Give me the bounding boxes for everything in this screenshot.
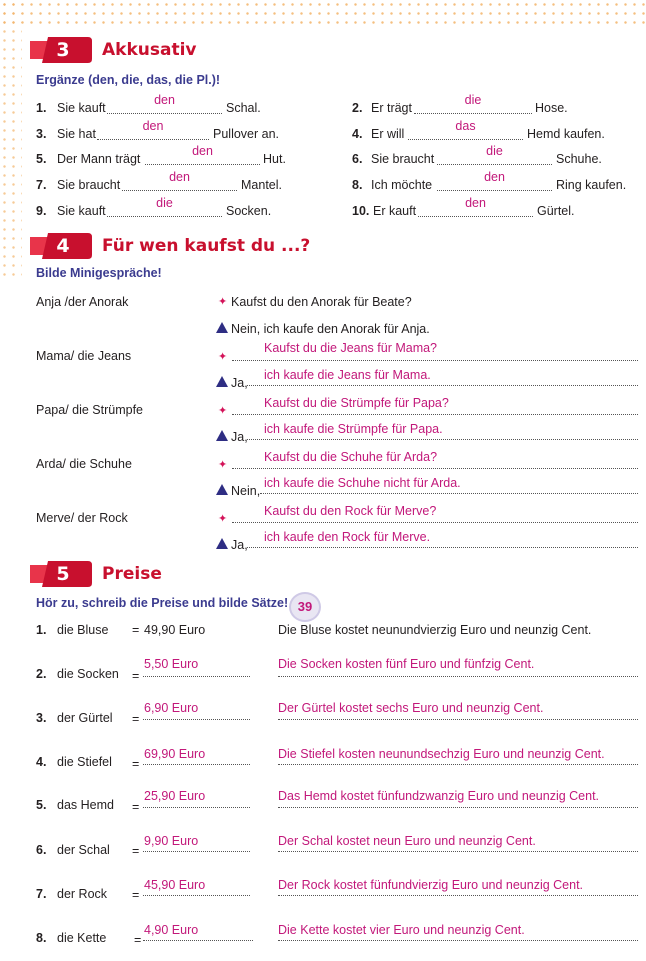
equals-sign: = [132,844,140,858]
diamond-bullet-icon: ✦ [218,405,228,417]
sentence-end: Socken. [226,204,272,218]
handwritten-answer: das [455,119,476,133]
price-text: 49,90 Euro [144,623,206,637]
sentence-start: Ich möchte [371,178,433,192]
fill-blank[interactable] [437,164,552,165]
item-name: die Kette [57,931,107,945]
item-name: die Socken [57,667,119,681]
diamond-bullet-icon: ✦ [218,296,228,308]
audio-track-badge[interactable]: 39 [289,592,321,622]
handwritten-reply: ich kaufe die Jeans für Mama. [264,368,431,382]
answer-line[interactable] [247,547,638,548]
item-number: 7. [36,887,47,901]
fill-blank[interactable] [418,216,533,217]
equals-sign: = [132,800,140,814]
item-number: 9. [36,204,47,218]
handwritten-price: 9,90 Euro [144,834,199,848]
answer-line[interactable] [232,360,638,361]
answer-line[interactable] [232,522,638,523]
sentence-start: Sie kauft [57,101,106,115]
equals-sign: = [134,933,142,947]
fill-blank[interactable] [437,190,552,191]
cue-label: Mama/ die Jeans [36,349,132,363]
item-name: die Bluse [57,623,109,637]
answer-line[interactable] [260,493,638,494]
diamond-bullet-icon: ✦ [218,351,228,363]
handwritten-price: 6,90 Euro [144,701,199,715]
answer-line[interactable] [232,414,638,415]
equals-sign: = [132,669,140,683]
handwritten-question: Kaufst du die Schuhe für Arda? [264,450,438,464]
handwritten-answer: die [156,196,173,210]
item-number: 8. [352,178,363,192]
handwritten-answer: die [486,144,503,158]
handwritten-sentence: Der Gürtel kostet sechs Euro und neunzig Cent. [278,701,544,715]
handwritten-answer: den [169,170,190,184]
reply-prefix: Nein, [231,484,261,498]
fill-blank[interactable] [97,139,209,140]
handwritten-price: 45,90 Euro [144,878,206,892]
handwritten-answer: den [142,119,164,133]
fill-blank[interactable] [145,164,260,165]
item-number: 4. [36,755,47,769]
item-name: das Hemd [57,798,114,812]
sentence-start: Der Mann trägt [57,152,141,166]
item-number: 2. [352,101,363,115]
handwritten-sentence: Das Hemd kostet fünfundzwanzig Euro und neunzig Cent. [278,789,600,803]
triangle-bullet-icon [216,484,228,495]
handwritten-sentence: Die Socken kosten fünf Euro und fünfzig Cent. [278,657,535,671]
item-number: 10. [352,204,370,218]
handwritten-question: Kaufst du den Rock für Merve? [264,504,437,518]
section-number: 4 [56,235,70,257]
handwritten-sentence: Der Rock kostet fünfundvierzig Euro und neunzig Cent. [278,878,584,892]
sentence-end: Mantel. [241,178,282,192]
sentence-answer-line[interactable] [278,807,638,808]
item-number: 5. [36,798,47,812]
triangle-bullet-icon [216,430,228,441]
reply-prefix: Ja, [231,376,248,390]
handwritten-price: 5,50 Euro [144,657,199,671]
cue-label: Merve/ der Rock [36,511,128,525]
section-instruction: Ergänze (den, die, das, die Pl.)! [36,73,221,87]
sentence-answer-line[interactable] [278,895,638,896]
handwritten-answer: den [154,93,175,107]
handwritten-reply: ich kaufe den Rock für Merve. [264,530,431,544]
equals-sign: = [132,712,140,726]
sentence-start: Er trägt [371,101,412,115]
handwritten-price: 4,90 Euro [144,923,199,937]
price-answer-line[interactable] [143,764,250,765]
section-instruction: Bilde Minigespräche! [36,266,162,280]
item-number: 3. [36,711,47,725]
price-answer-line[interactable] [143,895,250,896]
decorative-dot-border-left [0,0,22,280]
question-text: Kaufst du den Anorak für Beate? [231,295,412,309]
sentence-end: Hose. [535,101,568,115]
cue-label: Anja /der Anorak [36,295,129,309]
diamond-bullet-icon: ✦ [218,459,228,471]
handwritten-question: Kaufst du die Jeans für Mama? [264,341,438,355]
fill-blank[interactable] [414,113,532,114]
answer-line[interactable] [247,385,638,386]
price-answer-line[interactable] [143,851,250,852]
item-number: 7. [36,178,47,192]
sentence-end: Schal. [226,101,261,115]
item-number: 5. [36,152,47,166]
sentence-end: Hut. [263,152,286,166]
sentence-start: Sie braucht [57,178,121,192]
diamond-bullet-icon: ✦ [218,513,228,525]
price-answer-line[interactable] [143,676,250,677]
sentence-answer-line[interactable] [278,851,638,852]
item-number: 8. [36,931,47,945]
decorative-dot-border-top [0,0,646,30]
reply-prefix: Ja, [231,538,248,552]
handwritten-sentence: Die Stiefel kosten neunundsechzig Euro und neunzig Cent. [278,747,605,761]
triangle-bullet-icon [216,376,228,387]
sentence-start: Sie hat [57,127,96,141]
sentence-start: Er will [371,127,405,141]
cue-label: Arda/ die Schuhe [36,457,132,471]
handwritten-answer: den [465,196,486,210]
sentence-end: Schuhe. [556,152,602,166]
item-number: 6. [352,152,363,166]
handwritten-reply: ich kaufe die Strümpfe für Papa. [264,422,443,436]
sentence-start: Sie braucht [371,152,435,166]
fill-blank[interactable] [107,113,222,114]
item-name: der Gürtel [57,711,113,725]
sentence-end: Ring kaufen. [556,178,627,192]
item-name: der Rock [57,887,108,901]
fill-blank[interactable] [408,139,523,140]
item-number: 2. [36,667,47,681]
handwritten-answer: den [484,170,505,184]
answer-line[interactable] [232,468,638,469]
fill-blank[interactable] [122,190,237,191]
item-number: 3. [36,127,47,141]
sentence-text: Die Bluse kostet neunundvierzig Euro und neunzig Cent. [278,623,592,637]
section-title: Akkusativ [102,40,197,60]
sentence-start: Sie kauft [57,204,106,218]
section-instruction: Hör zu, schreib die Preise und bilde Sätze! [36,596,289,610]
fill-blank[interactable] [107,216,222,217]
sentence-end: Gürtel. [537,204,575,218]
price-answer-line[interactable] [143,807,250,808]
item-number: 1. [36,101,47,115]
sentence-answer-line[interactable] [278,676,638,677]
sentence-end: Hemd kaufen. [527,127,605,141]
triangle-bullet-icon [216,322,228,333]
handwritten-answer: den [192,144,213,158]
handwritten-answer: die [464,93,482,107]
reply-text: Nein, ich kaufe den Anorak für Anja. [231,322,430,336]
section-number: 3 [56,39,70,61]
equals-sign: = [132,757,140,771]
price-answer-line[interactable] [143,940,253,941]
cue-label: Papa/ die Strümpfe [36,403,144,417]
handwritten-reply: ich kaufe die Schuhe nicht für Arda. [264,476,461,490]
sentence-start: Er kauft [373,204,417,218]
handwritten-price: 25,90 Euro [144,789,206,803]
item-number: 4. [352,127,363,141]
triangle-bullet-icon [216,538,228,549]
sentence-answer-line[interactable] [278,764,638,765]
equals-sign: = [132,888,140,902]
item-name: die Stiefel [57,755,112,769]
handwritten-sentence: Der Schal kostet neun Euro und neunzig Cent. [278,834,536,848]
sentence-answer-line[interactable] [278,719,638,720]
equals-sign: = [132,623,140,637]
sentence-answer-line[interactable] [278,940,638,941]
reply-prefix: Ja, [231,430,248,444]
price-answer-line[interactable] [143,719,250,720]
item-name: der Schal [57,843,110,857]
handwritten-sentence: Die Kette kostet vier Euro und neunzig Cent. [278,923,525,937]
section-title: Preise [102,564,162,584]
sentence-end: Pullover an. [213,127,280,141]
handwritten-question: Kaufst du die Strümpfe für Papa? [264,396,449,410]
section-title: Für wen kaufst du ...? [102,236,311,256]
item-number: 1. [36,623,47,637]
item-number: 6. [36,843,47,857]
answer-line[interactable] [247,439,638,440]
handwritten-price: 69,90 Euro [144,747,206,761]
section-number: 5 [56,563,70,585]
